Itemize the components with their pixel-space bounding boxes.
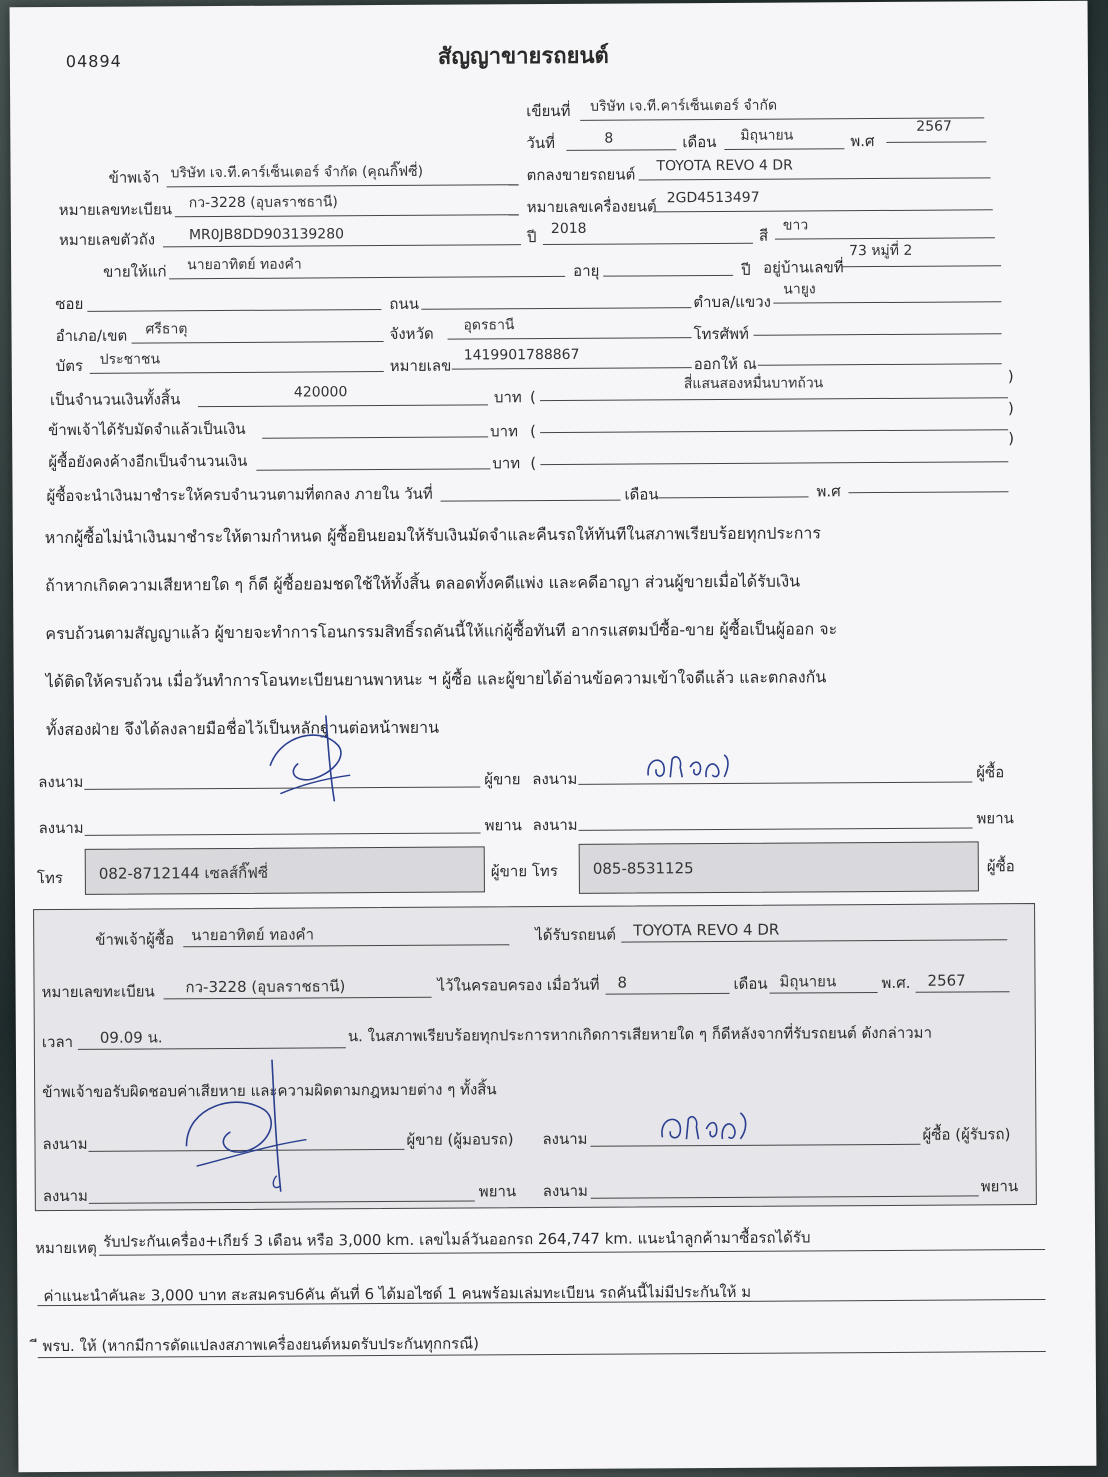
time-value: 09.09 น. (99, 1028, 163, 1047)
seller-sign-label: ลงนาม (38, 772, 84, 792)
witness2-sign-label: ลงนาม (532, 815, 578, 835)
pay-within-label: ผู้ซื้อจะนำเงินมาชำระให้ครบจำนวนตามที่ตกลง ภายใน วันที่ (46, 484, 433, 506)
soi-line (87, 309, 381, 312)
total-words-value: สี่แสนสองหมื่นบาทถ้วน (683, 375, 824, 393)
paragraph-line-4: ได้ติดให้ครบถ้วน เมื่อวันทำการโอนทะเบียนยานพาหนะ ฯ ผู้ซื้อ และผู้ขายได้อ่านข้อความเข้าใจดีแล้ว และตกลงกัน (45, 667, 827, 692)
receipt-buyer-sign-label: ลงนาม (542, 1129, 588, 1149)
seller-role-label: ผู้ขาย (484, 770, 521, 789)
witness2-role-label: พยาน (976, 809, 1014, 828)
total-words-line (540, 397, 1008, 401)
balance-baht-label: บาท (492, 454, 521, 473)
card-no-label: หมายเลข (389, 356, 452, 375)
month-line (724, 148, 844, 150)
car-color-value: ขาว (782, 217, 809, 234)
buyer-role-label: ผู้ซื้อ (976, 763, 1005, 782)
note-line-3: ี พรบ. ให้ (หากมีการดัดแปลงสภาพเครื่องยนต์หมดรับประกันทุกกรณี) (37, 1334, 480, 1356)
note-rule-1 (99, 1249, 1045, 1256)
paragraph-line-2: ถ้าหากเกิดความเสียหายใด ๆ ก็ดี ผู้ซื้อยอมชดใช้ให้ทั้งสิ้น ตลอดทั้งคดีแพ่ง และคดีอาญา ส่วนผู้ขายเมื่อได้รับเงิน (45, 571, 801, 596)
car-year-label: ปี (526, 228, 537, 247)
subdistrict-line (773, 301, 1001, 303)
date-value: 8 (604, 130, 614, 147)
possession-year-value: 2567 (927, 971, 966, 990)
sell-to-line (169, 276, 565, 279)
written-at-label: เขียนที่ (526, 101, 571, 121)
balance-paren-open: ( (530, 454, 537, 473)
engine-no-line (653, 209, 993, 212)
buyer-name-value: นายอาทิตย์ ทองคำ (187, 256, 302, 274)
receipt-buyer-role-label: ผู้ซื้อ (ผู้รับรถ) (922, 1125, 1011, 1144)
age-line (603, 275, 733, 277)
phone-label: โทรศัพท์ (693, 324, 749, 344)
seller-tel-value: 082-8712144 เซลส์กิ๊ฟซี่ (98, 863, 269, 883)
deposit-paren-open: ( (530, 422, 537, 441)
total-amount-value: 420000 (293, 384, 348, 401)
province-label: จังหวัด (389, 324, 434, 343)
road-line (421, 307, 691, 310)
witness2-sign-line (579, 827, 973, 830)
car-year-line (543, 243, 753, 245)
total-line (198, 404, 488, 407)
soi-label: ซอย (55, 294, 84, 314)
buyer-sign-line (578, 781, 972, 784)
receipt-witness1-role-label: พยาน (478, 1182, 517, 1201)
district-value: ศรีธาตุ (145, 321, 188, 338)
note-line-1: รับประกันเครื่อง+เกียร์ 3 เดือน หรือ 3,000 km. เลขไมล์วันออกรถ 264,747 km. แนะนำลูกค้ามาซื้อรถได้รับ (103, 1228, 811, 1251)
year-value: 2567 (916, 118, 952, 135)
contract-paper (10, 1, 1097, 1473)
seller-name-line (167, 184, 519, 187)
buyer-tel-value: 085-8531125 (592, 859, 694, 878)
pay-year-label: พ.ศ (816, 482, 841, 501)
month-value: มิถุนายน (740, 127, 794, 144)
pay-month-label: เดือน (624, 485, 659, 504)
age-unit-label: ปี (741, 260, 751, 279)
age-label: อายุ (573, 261, 600, 280)
buyer-tel-role-label: ผู้ซื้อ (986, 857, 1015, 876)
paragraph-line-3: ครบถ้วนตามสัญญาแล้ว ผู้ขายจะทำการโอนกรรมสิทธิ์รถคันนี้ให้แก่ผู้ซื้อทันที อากรแสตมป์ซื้อ-ขาย ผู้ซื้อเป็นผู้ออก จะ (45, 619, 838, 644)
deposit-baht-label: บาท (490, 422, 519, 441)
month-label: เดือน (682, 132, 717, 152)
card-line (90, 371, 384, 374)
possession-day-value: 8 (617, 973, 628, 992)
receipt-reg-value: กว-3228 (อุบลราชธานี) (185, 977, 346, 997)
car-model-label: ตกลงขายรถยนต์ (526, 165, 636, 185)
deposit-paren-close: ) (1007, 399, 1014, 418)
sell-to-label: ขายให้แก่ (103, 262, 167, 281)
reg-no-line (175, 214, 519, 217)
chassis-no-line (163, 244, 521, 247)
balance-label: ผู้ซื้อยังคงค้างอีกเป็นจำนวนเงิน (48, 451, 248, 472)
total-label: เป็นจำนวนเงินทั้งสิ้น (49, 390, 181, 410)
balance-words-line (540, 461, 1008, 465)
receipt-reg-label: หมายเลขทะเบียน (41, 982, 155, 1002)
car-model-value: TOYOTA REVO 4 DR (656, 157, 793, 175)
received-car-value: TOYOTA REVO 4 DR (633, 920, 780, 940)
document-title: สัญญาขายรถยนต์ (437, 43, 609, 70)
reg-no-value: กว-3228 (อุบลราชธานี) (188, 194, 338, 212)
issued-at-line (758, 363, 1002, 365)
possession-label: ไว้ในครอบครอง เมื่อวันที่ (437, 975, 600, 995)
district-line (132, 341, 384, 344)
deposit-words-line (540, 429, 1008, 433)
address-no-value: 73 หมู่ที่ 2 (848, 242, 913, 260)
seller-name-label: ข้าพเจ้า (108, 168, 160, 187)
car-color-label: สี (758, 226, 769, 245)
road-label: ถนน (389, 294, 420, 313)
receipt-buyer-label: ข้าพเจ้าผู้ซื้อ (95, 930, 175, 949)
possession-month-label: เดือน (733, 974, 768, 993)
witness1-role-label: พยาน (484, 816, 522, 835)
witness1-sign-line (85, 832, 481, 835)
address-no-label: อยู่บ้านเลขที่ (763, 258, 844, 277)
receipt-witness2-sign-label: ลงนาม (542, 1181, 588, 1201)
card-label: บัตร (55, 356, 84, 376)
total-baht-label: บาท (493, 388, 522, 407)
receipt-seller-role-label: ผู้ขาย (ผู้มอบรถ) (406, 1130, 514, 1149)
paragraph-line-5: ทั้งสองฝ่าย จึงได้ลงลายมือชื่อไว้เป็นหลักฐานต่อหน้าพยาน (45, 717, 440, 740)
date-label: วันที่ (526, 133, 556, 153)
buyer-sign-label: ลงนาม (532, 769, 578, 789)
province-line (448, 337, 692, 339)
issued-at-label: ออกให้ ณ (693, 354, 757, 374)
total-paren-close: ) (1007, 367, 1014, 386)
year-label: พ.ศ (850, 132, 875, 151)
witness1-sign-label: ลงนาม (38, 818, 84, 838)
reg-no-label: หมายเลขทะเบียน (58, 200, 173, 220)
receipt-condition-text: น. ในสภาพเรียบร้อยทุกประการหากเกิดการเสียหายใด ๆ ก็ดีหลังจากที่รับรถยนต์ ดังกล่าวมา (347, 1023, 933, 1046)
balance-paren-close: ) (1008, 429, 1015, 448)
possession-year-label: พ.ศ. (881, 973, 911, 992)
card-type-value: ประชาชน (99, 351, 161, 368)
pay-year-line (849, 491, 1009, 493)
document-number: 04894 (65, 51, 122, 71)
pay-day-line (441, 500, 621, 502)
subdistrict-label: ตำบล/แขวง (693, 292, 772, 312)
seller-signature-2 (176, 1055, 317, 1196)
possession-month-value: มิถุนายน (779, 972, 837, 991)
province-value: อุดรธานี (463, 317, 515, 334)
note-label: หมายเหตุ (35, 1238, 97, 1258)
card-no-line (452, 367, 692, 369)
district-label: อำเภอ/เขต (55, 326, 128, 346)
deposit-line (262, 436, 488, 438)
chassis-no-value: MR0JB8DD903139280 (188, 226, 345, 244)
car-model-line (639, 177, 991, 180)
receipt-liability-text: ข้าพเจ้าขอรับผิดชอบค่าเสียหาย และความผิดตามกฎหมายต่าง ๆ ทั้งสิ้น (42, 1080, 497, 1102)
year-line (886, 141, 986, 143)
pay-month-line (659, 496, 809, 498)
received-car-label: ได้รับรถยนต์ (535, 925, 617, 945)
receipt-buyer-value: นายอาทิตย์ ทองคำ (191, 925, 315, 945)
receipt-seller-sign-label: ลงนาม (42, 1134, 88, 1154)
car-color-line (775, 237, 995, 239)
time-label: เวลา (41, 1032, 74, 1052)
buyer-signature-1 (642, 747, 742, 788)
date-line (566, 149, 676, 151)
subdistrict-value: นายูง (783, 281, 816, 298)
chassis-no-label: หมายเลขตัวถัง (58, 230, 156, 250)
note-line-2: ค่าแนะนำคันละ 3,000 บาท สะสมครบ6คัน คันที่ 6 ได้มอไซด์ 1 คนพร้อมเล่มทะเบียน รถคันนี้ไม่มีประกันให้ ม (43, 1282, 752, 1306)
buyer-signature-2 (656, 1105, 756, 1150)
written-at-value: บริษัท เจ.ที.คาร์เซ็นเตอร์ จำกัด (590, 97, 778, 115)
seller-name-value: บริษัท เจ.ที.คาร์เซ็นเตอร์ จำกัด (คุณกิ๊ฟซี่) (170, 163, 424, 182)
seller-tel-label: โทร (36, 868, 63, 888)
receipt-witness1-sign-label: ลงนาม (42, 1186, 88, 1206)
deposit-label: ข้าพเจ้าได้รับมัดจำแล้วเป็นเงิน (48, 419, 246, 440)
engine-no-label: หมายเลขเครื่องยนต์ (526, 197, 657, 217)
car-year-value: 2018 (550, 220, 587, 238)
engine-no-value: 2GD4513497 (666, 189, 760, 207)
address-no-line (841, 265, 1001, 267)
receipt-witness2-role-label: พยาน (980, 1177, 1019, 1196)
balance-line (256, 468, 490, 470)
card-no-value: 1419901788867 (463, 346, 580, 364)
seller-signature-1 (250, 705, 371, 806)
paragraph-line-1: หากผู้ซื้อไม่นำเงินมาชำระให้ตามกำหนด ผู้ซื้อยินยอมให้รับเงินมัดจำและคืนรถให้ทันทีในสภาพเรียบร้อยทุกประการ (44, 523, 822, 548)
total-paren-open: ( (529, 388, 536, 407)
phone-line (754, 333, 1002, 336)
seller-tel-role-label: ผู้ขาย โทร (490, 861, 558, 881)
